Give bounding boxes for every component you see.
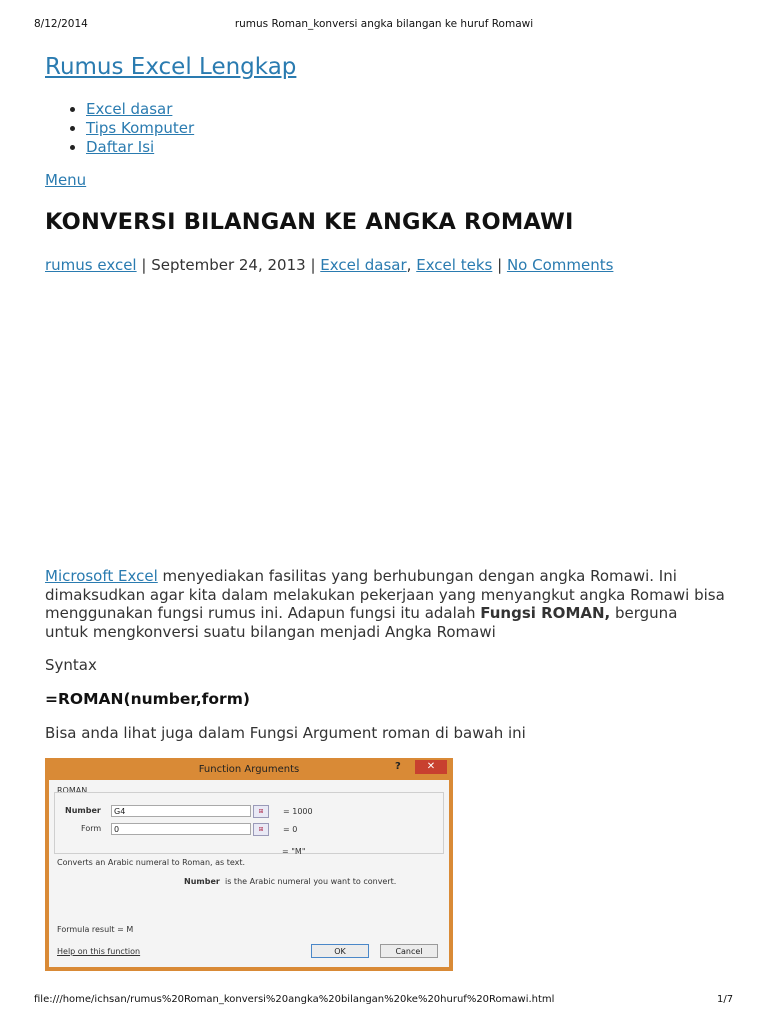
author-link[interactable]: rumus excel [45,256,137,274]
nav-item [86,138,194,157]
menu-link[interactable]: Menu [45,171,87,189]
article-paragraph [45,567,725,641]
arg-help-label: Number [184,877,220,886]
meta-comma: , [406,256,417,274]
nav-link-daftar-isi[interactable]: Daftar Isi [86,138,155,156]
meta-separator: | [305,256,321,274]
nav-link-excel-dasar[interactable]: Excel dasar [86,100,173,118]
dialog-body [49,780,449,967]
arg-number-label: Number [65,806,101,815]
function-arguments-dialog [45,758,453,971]
function-description: Converts an Arabic numeral to Roman, as text. [57,858,246,867]
range-select-icon[interactable]: ⊞ [253,805,269,818]
nav-item [86,100,194,119]
print-page-number: 1/7 [717,994,734,1005]
arg-form-result: = 0 [283,825,298,834]
nav-item [86,119,194,138]
arg-form-label: Form [81,824,102,833]
number-input[interactable]: G4 [111,805,251,817]
post-date: September 24, 2013 [151,256,306,274]
para-text-1: menyediakan fasilitas yang berhubungan dengan angka Romawi. Ini dimaksudkan agar kita dalam melakukan pekerjaan yang menyangkut angka Romawi bisa menggunakan fungsi rumus ini. Adapun fungsi itu adalah [45,567,725,622]
site-title-link[interactable]: Rumus Excel Lengkap [45,54,297,80]
category-link-excel-dasar[interactable]: Excel dasar [320,256,407,274]
article-title: KONVERSI BILANGAN KE ANGKA ROMAWI [45,209,574,235]
para-bold: Fungsi ROMAN, [480,604,611,622]
meta-separator: | [492,256,507,274]
nav-link-tips-komputer[interactable]: Tips Komputer [86,119,195,137]
ok-button[interactable]: OK [311,944,369,958]
function-name: ROMAN [57,786,88,795]
para-text-2: berguna untuk mengkonversi suatu bilangan menjadi Angka Romawi [45,604,678,641]
comments-link[interactable]: No Comments [506,256,614,274]
microsoft-excel-link[interactable]: Microsoft Excel [45,567,158,585]
form-input[interactable]: 0 [111,823,251,835]
arguments-group [54,792,444,854]
cancel-button[interactable]: Cancel [380,944,438,958]
meta-separator: | [136,256,152,274]
arg-number-result: = 1000 [283,807,313,816]
dialog-titlebar [45,758,453,780]
print-date: 8/12/2014 [34,18,88,30]
arg-help-text: is the Arabic numeral you want to convert. [225,877,397,886]
help-on-function-link[interactable]: Help on this function [57,947,141,956]
print-doc-title: rumus Roman_konversi angka bilangan ke huruf Romawi [234,18,534,30]
dialog-title: Function Arguments [198,764,300,775]
formula-result: Formula result = M [57,925,134,934]
formula-text: =ROMAN(number,form) [45,690,250,708]
see-also-text: Bisa anda lihat juga dalam Fungsi Argument roman di bawah ini [45,724,526,742]
print-footer-url: file:///home/ichsan/rumus%20Roman_konversi%20angka%20bilangan%20ke%20huruf%20Romawi.html [34,994,555,1005]
main-nav [64,100,194,157]
total-result: = "M" [282,847,306,856]
close-icon[interactable]: ✕ [415,760,447,774]
article-meta [45,256,613,274]
help-icon[interactable]: ? [395,761,401,772]
category-link-excel-teks[interactable]: Excel teks [416,256,493,274]
syntax-label: Syntax [45,656,97,674]
range-select-icon[interactable]: ⊞ [253,823,269,836]
